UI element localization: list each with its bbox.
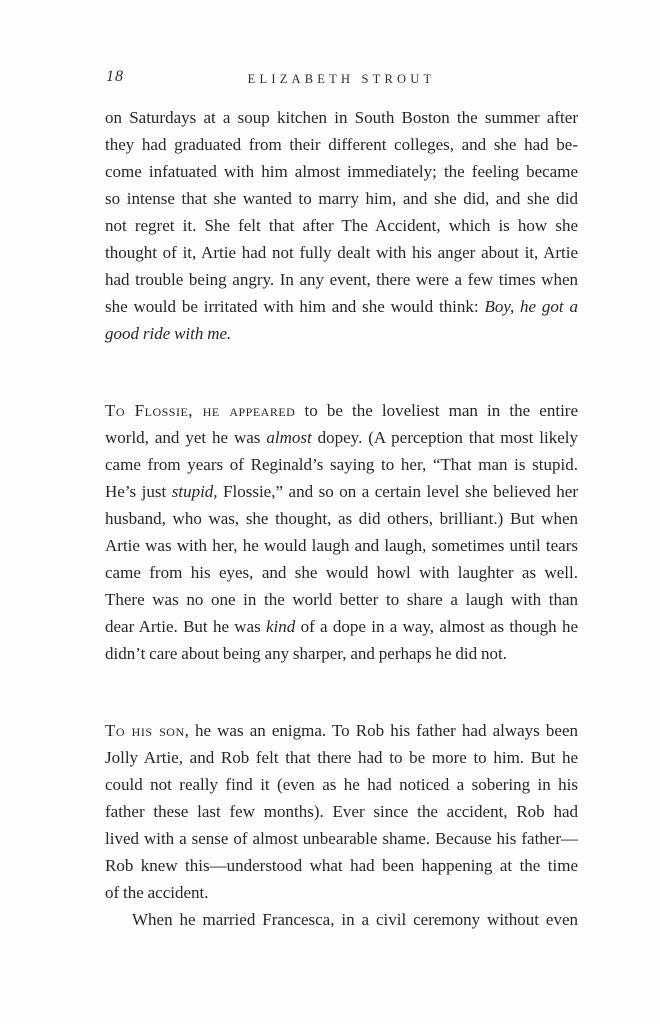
text-segment: He’s just xyxy=(105,482,172,501)
text-segment: so intense that she wanted to marry him, and she did, and she did xyxy=(105,189,578,208)
text-line xyxy=(105,771,578,798)
text-segment: Artie was with her, he would laugh and laugh, sometimes until tears xyxy=(105,536,578,555)
text-segment: Jolly Artie, and Rob felt that there had to be more to him. But he xyxy=(105,748,578,767)
text-segment: To his son xyxy=(105,721,185,740)
text-segment: came from his eyes, and she would howl with laughter as well. xyxy=(105,563,578,582)
text-segment: came from years of Reginald’s saying to her, “That man is stupid. xyxy=(105,455,578,474)
text-segment: had trouble being angry. In any event, there were a few times when xyxy=(105,270,578,289)
paragraph xyxy=(105,104,578,347)
text-segment: dear Artie. But he was xyxy=(105,617,267,636)
text-line xyxy=(105,613,578,640)
text-line xyxy=(105,825,578,852)
text-segment: , he was an enigma. To Rob his father had always been xyxy=(184,721,578,740)
text-segment: thought of it, Artie had not fully dealt with his anger about it, Artie xyxy=(105,243,578,262)
text-segment: of a dope in a way, almost as though he xyxy=(295,617,578,636)
text-segment: good ride with me. xyxy=(105,324,232,343)
paragraph xyxy=(105,717,578,906)
text-segment: of the accident. xyxy=(105,883,209,902)
text-line xyxy=(105,266,578,293)
text-line xyxy=(105,131,578,158)
text-segment: on Saturdays at a soup kitchen in South Boston the summer after xyxy=(105,108,578,127)
text-line xyxy=(105,185,578,212)
text-line xyxy=(105,586,578,613)
text-line xyxy=(105,640,578,667)
text-section xyxy=(105,397,578,667)
text-segment: Rob knew this—understood what had been happening at the time xyxy=(105,856,578,875)
text-section xyxy=(105,717,578,933)
text-line xyxy=(105,744,578,771)
text-segment: There was no one in the world better to share a laugh with than xyxy=(105,590,578,609)
text-line xyxy=(105,158,578,185)
text-line xyxy=(105,906,578,933)
text-segment: Boy, he got a xyxy=(484,297,579,316)
text-segment: To Flossie, he appeared xyxy=(105,401,296,420)
text-segment: not regret it. She felt that after The Accident, which is how she xyxy=(105,216,578,235)
page-number: 18 xyxy=(106,68,124,85)
text-segment: dopey. (A perception that most likely xyxy=(311,428,578,447)
text-line xyxy=(105,559,578,586)
text-line xyxy=(105,397,578,424)
text-segment: she would be irritated with him and she would think: xyxy=(105,297,485,316)
text-segment: kind xyxy=(266,617,296,636)
text-line xyxy=(105,798,578,825)
text-line xyxy=(105,320,578,347)
text-line xyxy=(105,239,578,266)
text-line xyxy=(105,505,578,532)
text-segment: lived with a sense of almost unbearable shame. Because his father— xyxy=(105,829,578,848)
paragraph xyxy=(105,906,578,933)
text-body xyxy=(105,104,578,933)
text-line xyxy=(105,212,578,239)
text-section xyxy=(105,104,578,347)
text-segment: almost xyxy=(266,428,312,447)
running-header: ELIZABETH STROUT xyxy=(247,72,436,86)
text-line xyxy=(105,879,578,906)
text-line xyxy=(105,451,578,478)
text-line xyxy=(105,104,578,131)
text-line xyxy=(105,532,578,559)
text-segment: they had graduated from their different colleges, and she had be- xyxy=(105,135,578,154)
text-line xyxy=(105,424,578,451)
text-segment: could not really find it (even as he had noticed a sobering in his xyxy=(105,775,578,794)
text-line xyxy=(105,852,578,879)
text-segment: When he married Francesca, in a civil ceremony without even xyxy=(132,910,578,929)
text-line xyxy=(105,717,578,744)
text-segment: to be the loveliest man in the entire xyxy=(295,401,578,420)
text-segment: father these last few months). Ever since the accident, Rob had xyxy=(105,802,578,821)
text-segment: didn’t care about being any sharper, and perhaps he did not. xyxy=(105,644,507,663)
paragraph xyxy=(105,397,578,667)
text-line xyxy=(105,293,578,320)
text-line xyxy=(105,478,578,505)
text-segment: world, and yet he was xyxy=(105,428,267,447)
text-segment: husband, who was, she thought, as did others, brilliant.) But when xyxy=(105,509,578,528)
text-segment: come infatuated with him almost immediately; the feeling became xyxy=(105,162,578,181)
text-segment: Flossie,” and so on a certain level she believed her xyxy=(217,482,578,501)
page-header xyxy=(105,68,578,92)
text-segment: stupid, xyxy=(171,482,218,501)
